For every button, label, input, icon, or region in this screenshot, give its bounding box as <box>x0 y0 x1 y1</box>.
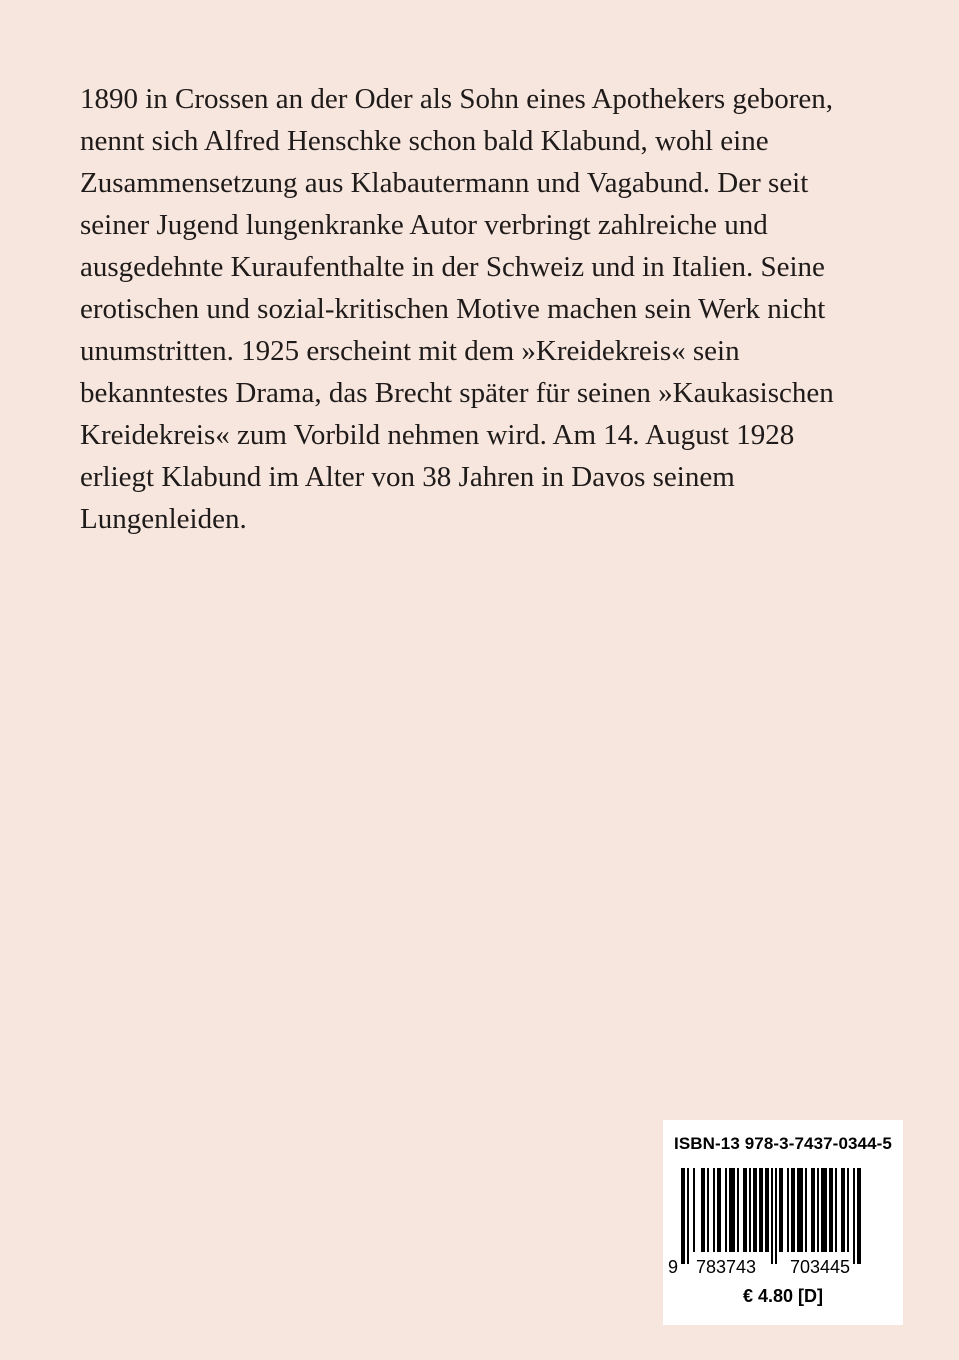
barcode-lead-digit: 9 <box>668 1257 679 1277</box>
barcode-bar <box>725 1168 727 1252</box>
barcode-right-digits: 703445 <box>790 1257 851 1277</box>
barcode-bar <box>853 1168 855 1264</box>
isbn-barcode-panel <box>663 1120 903 1325</box>
barcode-bar <box>791 1168 795 1252</box>
ean-barcode <box>681 1168 881 1264</box>
blurb-line: 1890 in Crossen an der Oder als Sohn eines Apothekers geboren, <box>80 83 834 115</box>
barcode-bar <box>701 1168 705 1252</box>
barcode-bar <box>737 1168 739 1252</box>
barcode-bar <box>811 1168 815 1252</box>
barcode-bar <box>743 1168 747 1252</box>
barcode-number <box>668 1256 881 1278</box>
blurb-line: unumstritten. 1925 erscheint mit dem »Kreidekreis« sein <box>80 335 740 367</box>
barcode-bar <box>841 1168 845 1252</box>
barcode-bar <box>797 1168 803 1252</box>
barcode-left-digits: 783743 <box>696 1257 757 1277</box>
barcode-bar <box>753 1168 757 1252</box>
barcode-bar <box>847 1168 849 1252</box>
blurb-line: erotischen und sozial-kritischen Motive machen sein Werk nicht <box>80 293 826 325</box>
barcode-bar <box>779 1168 783 1252</box>
barcode-bar <box>821 1168 827 1252</box>
barcode-bars <box>681 1168 861 1264</box>
barcode-bar <box>693 1168 695 1252</box>
barcode-bar <box>771 1168 773 1264</box>
barcode-bar <box>759 1168 763 1252</box>
blurb-line: Lungenleiden. <box>80 503 247 535</box>
barcode-bar <box>805 1168 807 1252</box>
barcode-bar <box>707 1168 709 1252</box>
barcode-bar <box>787 1168 789 1252</box>
blurb-line: bekanntestes Drama, das Brecht später für seinen »Kaukasischen <box>80 377 834 409</box>
barcode-bar <box>713 1168 715 1252</box>
barcode-bar <box>835 1168 837 1252</box>
barcode-bar <box>717 1168 721 1252</box>
barcode-bar <box>681 1168 685 1264</box>
barcode-bar <box>729 1168 735 1252</box>
isbn-label: ISBN-13 978-3-7437-0344-5 <box>674 1134 892 1153</box>
barcode-bar <box>765 1168 769 1252</box>
price-label: € 4.80 [D] <box>742 1286 824 1306</box>
barcode-bar <box>829 1168 833 1252</box>
blurb-line: Zusammensetzung aus Klabautermann und Vagabund. Der seit <box>80 167 809 199</box>
barcode-bar <box>817 1168 819 1252</box>
barcode-bar <box>857 1168 861 1264</box>
blurb-line: Kreidekreis« zum Vorbild nehmen wird. Am 14. August 1928 <box>80 419 795 451</box>
blurb-line: seiner Jugend lungenkranke Autor verbringt zahlreiche und <box>80 209 768 241</box>
blurb-line: erliegt Klabund im Alter von 38 Jahren in Davos seinem <box>80 461 735 493</box>
barcode-bar <box>775 1168 777 1264</box>
barcode-bar <box>749 1168 751 1252</box>
author-blurb <box>80 78 880 540</box>
barcode-bar <box>687 1168 689 1264</box>
blurb-line: ausgedehnte Kuraufenthalte in der Schweiz und in Italien. Seine <box>80 251 825 283</box>
blurb-line: nennt sich Alfred Henschke schon bald Klabund, wohl eine <box>80 125 769 157</box>
